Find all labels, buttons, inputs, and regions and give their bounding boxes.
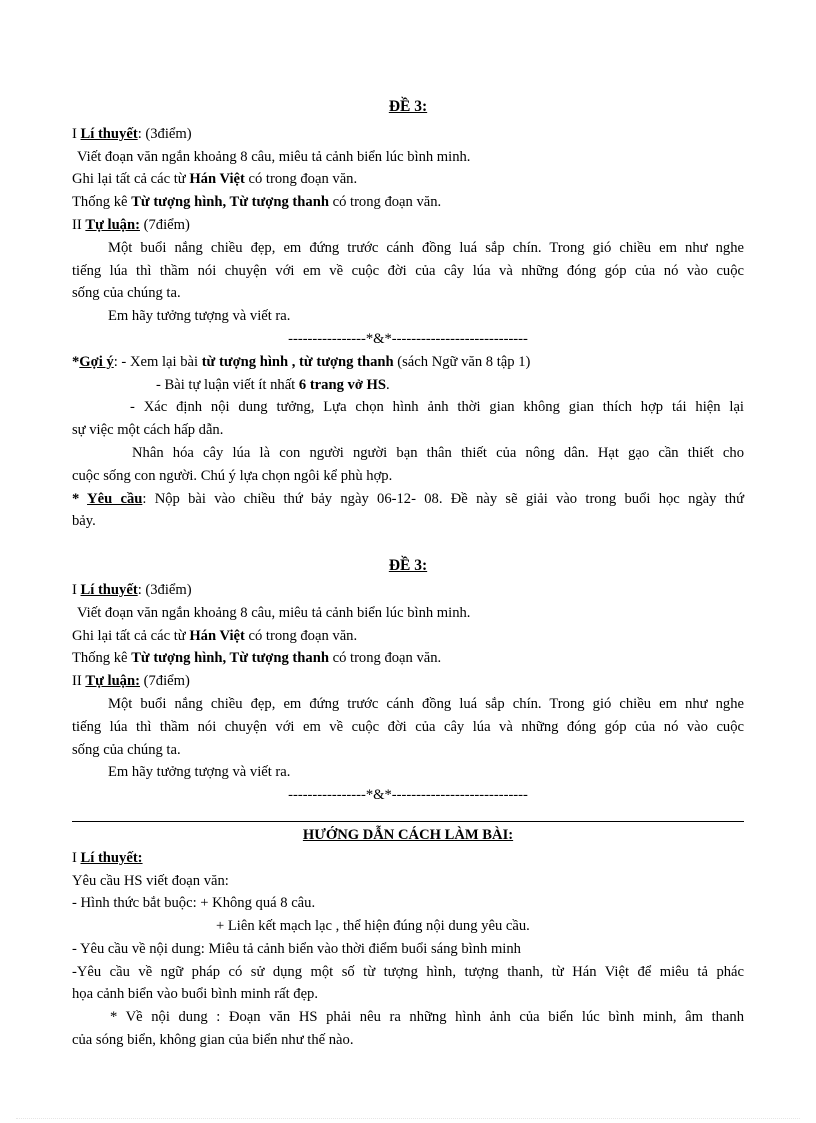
hint-bold: từ tượng hình , từ tượng thanh — [201, 353, 394, 370]
exam-title-text: ĐỀ 3: — [388, 98, 428, 115]
essay-prompt-line-1-2: Một buổi nắng chiều đẹp, em đứng trước cánh đồng luá sắp chín. Trong gió chiều em như nghe — [108, 695, 744, 712]
theory-points: : (3điểm) — [137, 125, 192, 142]
hint2-pre: - Bài tự luận viết ít nhất — [156, 376, 299, 393]
hint-line-4b: cuộc sống con người. Chú ý lựa chọn ngôi kể phù hợp. — [72, 467, 393, 484]
essay-prefix: II — [72, 216, 86, 233]
guide-theory-prefix: I — [72, 849, 81, 866]
req-star: * — [72, 490, 88, 507]
essay-points-2: (7điểm) — [139, 673, 190, 690]
q3-pre-2: Thống kê — [72, 650, 132, 667]
theory-label-2: Lí thuyết — [80, 581, 138, 598]
guide-title — [72, 824, 744, 847]
q2-pre-2: Ghi lại tất cả các từ — [72, 627, 190, 644]
req-text: : Nộp bài vào chiều thứ bảy ngày 06-12- 08. Đề này sẽ giải vào trong buổi học ngày thứ — [142, 490, 744, 507]
q3-bold: Từ tượng hình, Từ tượng thanh — [131, 194, 329, 211]
essay-instruction-2: Em hãy tưởng tượng và viết ra. — [108, 764, 291, 781]
essay-heading — [72, 214, 744, 237]
essay-points: (7điểm) — [139, 216, 190, 233]
theory-question-3 — [72, 191, 744, 214]
theory-prefix-2: I — [72, 581, 81, 598]
essay-prompt-line-1: Một buổi nắng chiều đẹp, em đứng trước cánh đồng luá sắp chín. Trong gió chiều em như nghe — [108, 239, 744, 256]
essay-label: Tự luận: — [85, 216, 140, 233]
essay-prompt-line-3-2: sống của chúng ta. — [72, 741, 181, 758]
hint2-bold: 6 trang vở HS — [298, 376, 387, 393]
essay-prompt-line-2-2: tiếng lúa thì thầm nói chuyện với em về cuộc đời của cây lúa và những đóng góp của nó vào cuộc — [72, 718, 744, 735]
guide-theory-label: Lí thuyết: — [80, 849, 143, 866]
spacer — [72, 533, 744, 555]
q3-pre: Thống kê — [72, 194, 132, 211]
theory-label: Lí thuyết — [80, 125, 138, 142]
guide-line-1: Yêu cầu HS viết đoạn văn: — [72, 872, 229, 889]
essay-label-2: Tự luận: — [85, 673, 140, 690]
separator-2: ----------------*&*---------------------------- — [288, 787, 528, 804]
essay-instruction: Em hãy tưởng tượng và viết ra. — [108, 308, 291, 325]
theory-points-2: : (3điểm) — [137, 581, 192, 598]
hint-line-1 — [72, 351, 744, 374]
hint-line-4: Nhân hóa cây lúa là con người người bạn thân thiết của nông dân. Hạt gạo cần thiết cho — [132, 444, 744, 461]
theory-heading-2 — [72, 579, 744, 602]
hint-line-3: - Xác định nội dung tưởng, Lựa chọn hình ảnh thời gian không gian thích hợp tái hiện lại — [130, 399, 744, 416]
exam-title-2-text: ĐỀ 3: — [388, 557, 428, 575]
page-bottom-border — [16, 1118, 800, 1119]
essay-prefix-2: II — [72, 673, 86, 690]
q2-bold-2: Hán Việt — [189, 627, 245, 644]
exam-title — [72, 96, 744, 119]
requirement-line-2: bảy. — [72, 513, 96, 530]
q3-post: có trong đoạn văn. — [328, 194, 442, 211]
q3-bold-2: Từ tượng hình, Từ tượng thanh — [131, 650, 329, 667]
q2-pre: Ghi lại tất cả các từ — [72, 171, 190, 188]
hint-line-2 — [72, 374, 744, 397]
guide-line-5: -Yêu cầu về ngữ pháp có sử dụng một số từ tượng hình, tượng thanh, từ Hán Việt để miêu tả phác — [72, 963, 744, 980]
guide-line-4: - Yêu cầu về nội dung: Miêu tả cảnh biển vào thời điểm buổi sáng bình minh — [72, 940, 521, 957]
exam-title-2 — [72, 555, 744, 578]
hint-post: (sách Ngữ văn 8 tập 1) — [393, 353, 531, 370]
guide-theory-heading — [72, 847, 744, 870]
essay-prompt-line-3: sống của chúng ta. — [72, 285, 181, 302]
separator: ----------------*&*---------------------------- — [288, 330, 528, 347]
theory-question-2 — [72, 168, 744, 191]
guide-title-text: HƯỚNG DẪN CÁCH LÀM BÀI: — [302, 826, 514, 843]
requirement-line-1 — [72, 488, 744, 511]
q2-post: có trong đoạn văn. — [244, 171, 358, 188]
hint-pre: : - Xem lại bài — [113, 353, 202, 370]
theory-prefix: I — [72, 125, 81, 142]
theory-heading — [72, 123, 744, 146]
hint-line-3b: sự việc một cách hấp dẫn. — [72, 422, 224, 439]
q3-post-2: có trong đoạn văn. — [328, 650, 442, 667]
document-page — [72, 96, 744, 1052]
guide-line-3: + Liên kết mạch lạc , thể hiện đúng nội dung yêu cầu. — [216, 918, 530, 935]
essay-prompt-line-2: tiếng lúa thì thầm nói chuyện với em về cuộc đời của cây lúa và những đóng góp của nó vào cuộc — [72, 262, 744, 279]
theory-question-1-2: Viết đoạn văn ngắn khoảng 8 câu, miêu tả cảnh biển lúc bình minh. — [77, 604, 471, 621]
horizontal-rule — [72, 821, 744, 822]
guide-line-2: - Hình thức bắt buộc: + Không quá 8 câu. — [72, 895, 316, 912]
hint2-post: . — [386, 376, 390, 393]
hint-label: Gợi ý — [79, 353, 114, 370]
hint-star: * — [72, 353, 80, 370]
q2-post-2: có trong đoạn văn. — [244, 627, 358, 644]
theory-question-3-2 — [72, 647, 744, 670]
theory-question-1: Viết đoạn văn ngắn khoảng 8 câu, miêu tả cảnh biển lúc bình minh. — [77, 148, 471, 165]
theory-question-2-2 — [72, 625, 744, 648]
guide-line-5b: họa cảnh biển vào buổi bình minh rất đẹp. — [72, 986, 319, 1003]
req-label: Yêu cầu — [87, 490, 143, 507]
q2-bold: Hán Việt — [189, 171, 245, 188]
guide-line-6b: của sóng biển, không gian của biển như thế nào. — [72, 1032, 354, 1049]
essay-heading-2 — [72, 670, 744, 693]
guide-line-6: * Về nội dung : Đoạn văn HS phải nêu ra những hình ảnh của biển lúc bình minh, âm thanh — [110, 1009, 744, 1026]
